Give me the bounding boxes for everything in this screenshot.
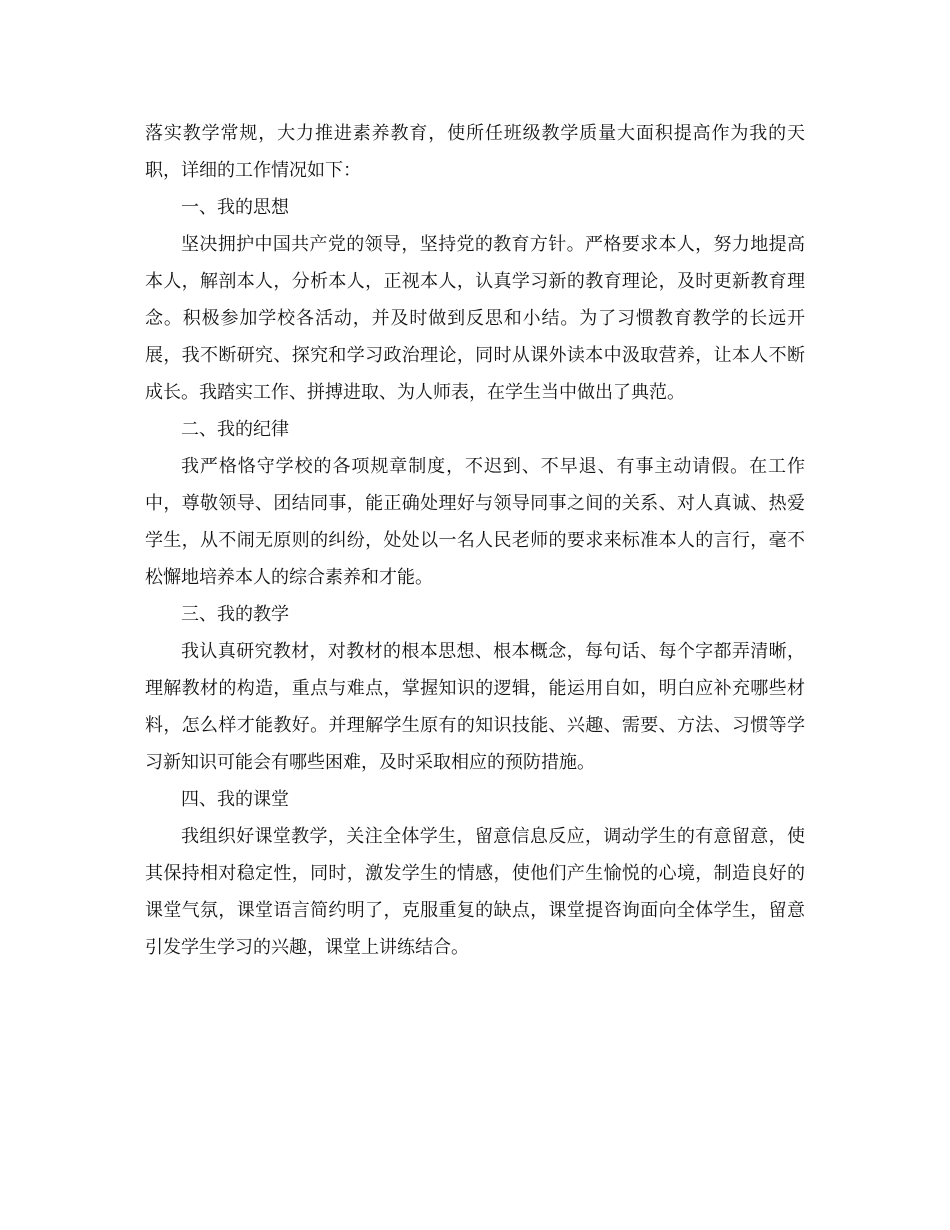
- section-heading-classroom: 四、我的课堂: [181, 789, 289, 810]
- intro-paragraph: 落实教学常规，大力推进素养教育，使所任班级教学质量大面积提高作为我的天职，详细的工作情况如下：: [145, 123, 805, 181]
- section-heading-teaching: 三、我的教学: [181, 604, 289, 625]
- section-heading-thought: 一、我的思想: [181, 197, 289, 218]
- classroom-paragraph: 我组织好课堂教学，关注全体学生，留意信息反应，调动学生的有意留意，使其保持相对稳定性，同时，激发学生的情感，使他们产生愉悦的心境，制造良好的课堂气氛，课堂语言简约明了，克服重复的缺点，课堂提咨询面向全体学生，留意引发学生学习的兴趣，课堂上讲练结合。: [145, 826, 805, 958]
- document-body: [145, 115, 805, 966]
- thought-paragraph: 坚决拥护中国共产党的领导，坚持党的教育方针。严格要求本人，努力地提高本人，解剖本人，分析本人，正视本人，认真学习新的教育理论，及时更新教育理念。积极参加学校各活动，并及时做到反思和小结。为了习惯教育教学的长远开展，我不断研究、探究和学习政治理论，同时从课外读本中汲取营养，让本人不断成长。我踏实工作、拼搏进取、为人师表，在学生当中做出了典范。: [145, 234, 805, 403]
- teaching-paragraph: 我认真研究教材，对教材的根本思想、根本概念，每句话、每个字都弄清晰，理解教材的构造，重点与难点，掌握知识的逻辑，能运用自如，明白应补充哪些材料，怎么样才能教好。并理解学生原有的知识技能、兴趣、需要、方法、习惯等学习新知识可能会有哪些困难，及时采取相应的预防措施。: [145, 641, 805, 773]
- discipline-paragraph: 我严格恪守学校的各项规章制度，不迟到、不早退、有事主动请假。在工作中，尊敬领导、团结同事，能正确处理好与领导同事之间的关系、对人真诚、热爱学生，从不闹无原则的纠纷，处处以一名人民老师的要求来标准本人的言行，毫不松懈地培养本人的综合素养和才能。: [145, 456, 805, 588]
- section-heading-discipline: 二、我的纪律: [181, 419, 289, 440]
